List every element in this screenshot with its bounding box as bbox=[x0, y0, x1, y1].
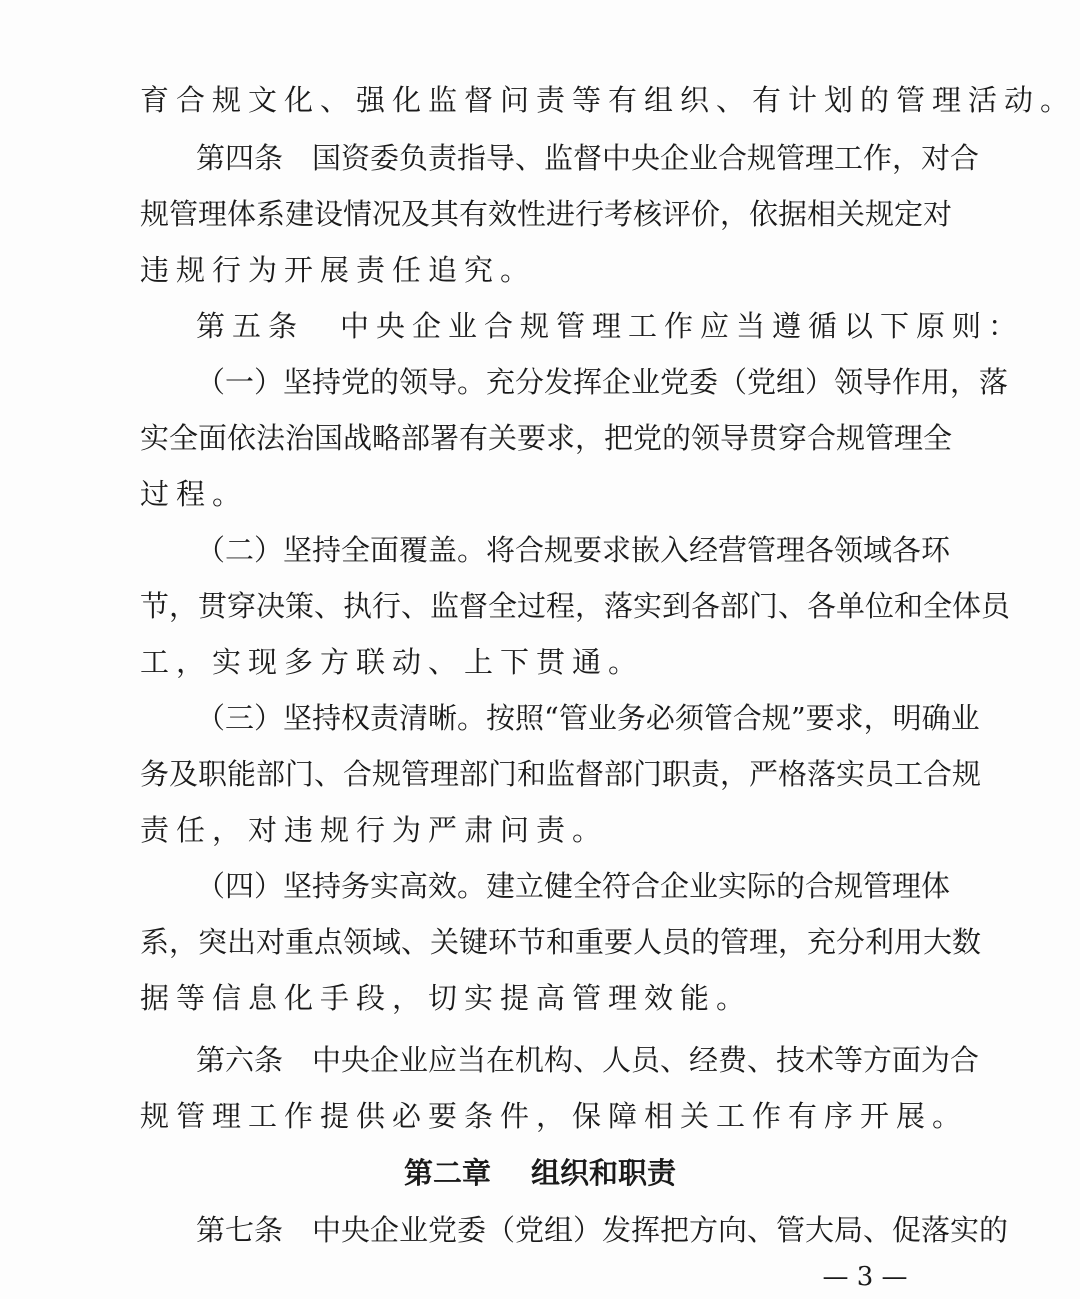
text-line-2: 第四条 国资委负责指导、监督中央企业合规管理工作，对合 bbox=[196, 141, 980, 175]
text-line-15: （四）坚持务实高效。建立健全符合企业实际的合规管理体 bbox=[196, 869, 951, 903]
chapter-heading bbox=[0, 1153, 1080, 1193]
text-line-4: 违规行为开展责任追究。 bbox=[140, 253, 537, 287]
text-line-18: 第六条 中央企业应当在机构、人员、经费、技术等方面为合 bbox=[196, 1043, 980, 1077]
text-line-8: 过程。 bbox=[140, 477, 249, 511]
text-line-19: 规管理工作提供必要条件，保障相关工作有序开展。 bbox=[140, 1099, 969, 1133]
text-line-7: 实全面依法治国战略部署有关要求，把党的领导贯穿合规管理全 bbox=[140, 421, 953, 455]
text-line-13: 务及职能部门、合规管理部门和监督部门职责，严格落实员工合规 bbox=[140, 757, 982, 791]
text-line-17: 据等信息化手段，切实提高管理效能。 bbox=[140, 981, 753, 1015]
text-line-16: 系，突出对重点领域、关键环节和重要人员的管理，充分利用大数 bbox=[140, 925, 982, 959]
text-line-5: 第五条 中央企业合规管理工作应当遵循以下原则： bbox=[196, 309, 1025, 343]
text-line-6: （一）坚持党的领导。充分发挥企业党委（党组）领导作用，落 bbox=[196, 365, 1009, 399]
text-line-20: 第七条 中央企业党委（党组）发挥把方向、管大局、促落实的 bbox=[196, 1213, 1009, 1247]
text-line-12: （三）坚持权责清晰。按照“管业务必须管合规”要求，明确业 bbox=[196, 701, 980, 735]
text-line-11: 工，实现多方联动、上下贯通。 bbox=[140, 645, 645, 679]
text-line-1: 育合规文化、强化监督问责等有组织、有计划的管理活动。 bbox=[140, 83, 1077, 117]
chapter-title: 组织和职责 bbox=[531, 1156, 677, 1190]
text-line-14: 责任，对违规行为严肃问责。 bbox=[140, 813, 609, 847]
chapter-number: 第二章 bbox=[403, 1156, 491, 1190]
text-line-9: （二）坚持全面覆盖。将合规要求嵌入经营管理各领域各环 bbox=[196, 533, 951, 567]
page-number: — 3 — bbox=[822, 1262, 908, 1292]
text-line-3: 规管理体系建设情况及其有效性进行考核评价，依据相关规定对 bbox=[140, 197, 953, 231]
text-line-10: 节，贯穿决策、执行、监督全过程，落实到各部门、各单位和全体员 bbox=[140, 589, 1011, 623]
